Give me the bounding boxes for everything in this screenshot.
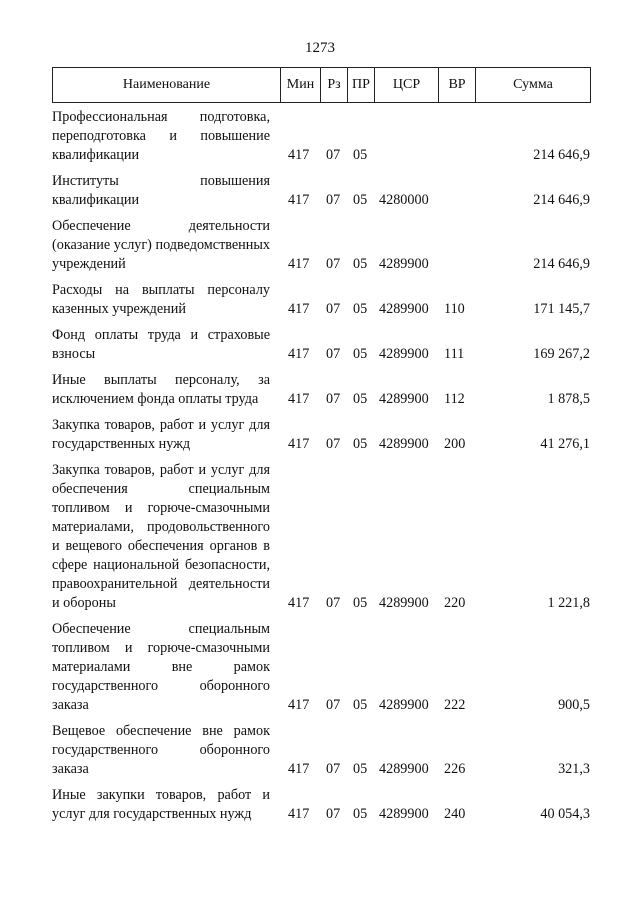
row-sum: 169 267,2 [533, 346, 590, 362]
row-name: Обеспечение деятельности (оказание услуг) подведомственных учреждений [52, 218, 270, 272]
row-pr: 05 [353, 697, 368, 713]
row-rz: 07 [326, 256, 341, 272]
table-row [52, 217, 590, 274]
row-rz: 07 [326, 147, 341, 163]
row-vr: 112 [444, 391, 465, 407]
row-csr: 4289900 [379, 391, 429, 407]
table-row [52, 620, 590, 715]
row-name: Фонд оплаты труда и страховые взносы [52, 327, 270, 362]
row-pr: 05 [353, 391, 368, 407]
row-min: 417 [288, 697, 310, 713]
row-pr: 05 [353, 301, 368, 317]
row-min: 417 [288, 761, 310, 777]
row-sum: 1 221,8 [547, 595, 590, 611]
row-name: Иные выплаты персоналу, за исключением фонда оплаты труда [52, 372, 270, 407]
row-sum: 40 054,3 [540, 806, 590, 822]
row-vr: 200 [444, 436, 466, 452]
row-name: Расходы на выплаты персоналу казенных учреждений [52, 282, 270, 317]
row-rz: 07 [326, 436, 341, 452]
row-csr: 4289900 [379, 301, 429, 317]
row-name: Закупка товаров, работ и услуг для государственных нужд [52, 417, 270, 452]
row-csr: 4289900 [379, 761, 429, 777]
page-number: 1273 [305, 40, 335, 56]
row-vr: 220 [444, 595, 466, 611]
row-rz: 07 [326, 595, 341, 611]
row-min: 417 [288, 147, 310, 163]
column-header-pr: ПР [348, 68, 375, 103]
row-name: Закупка товаров, работ и услуг для обеспечения специальным топливом и горюче-смазочными материалами, продовольственного и вещевого обеспечения органов в сфере национальной безопасности, правоохранительной деятельности и обороны [52, 462, 270, 611]
table-row [52, 326, 590, 364]
row-min: 417 [288, 301, 310, 317]
row-vr: 226 [444, 761, 466, 777]
column-header-vr: ВР [439, 68, 476, 103]
row-csr: 4289900 [379, 256, 429, 272]
row-sum: 214 646,9 [533, 256, 590, 272]
row-csr: 4289900 [379, 806, 429, 822]
row-csr: 4289900 [379, 595, 429, 611]
column-header-sum: Сумма [476, 68, 591, 103]
row-name: Вещевое обеспечение вне рамок государственного оборонного заказа [52, 723, 270, 777]
row-csr: 4280000 [379, 192, 429, 208]
row-rz: 07 [326, 346, 341, 362]
row-rz: 07 [326, 391, 341, 407]
column-header-csr: ЦСР [375, 68, 439, 103]
row-pr: 05 [353, 192, 368, 208]
row-csr: 4289900 [379, 697, 429, 713]
row-vr: 240 [444, 806, 466, 822]
row-sum: 1 878,5 [547, 391, 590, 407]
row-rz: 07 [326, 761, 341, 777]
row-pr: 05 [353, 436, 368, 452]
row-name: Иные закупки товаров, работ и услуг для государственных нужд [52, 787, 270, 822]
table-row [52, 722, 590, 779]
row-csr: 4289900 [379, 346, 429, 362]
row-rz: 07 [326, 697, 341, 713]
row-vr: 111 [444, 346, 465, 362]
row-name: Профессиональная подготовка, переподготовка и повышение квалификации [52, 109, 270, 163]
row-csr: 4289900 [379, 436, 429, 452]
column-header-min: Мин [281, 68, 321, 103]
row-sum: 214 646,9 [533, 147, 590, 163]
table-header [52, 67, 591, 103]
table-row [52, 371, 590, 409]
table-row [52, 461, 590, 613]
row-pr: 05 [353, 761, 368, 777]
row-vr: 222 [444, 697, 466, 713]
row-min: 417 [288, 192, 310, 208]
row-sum: 214 646,9 [533, 192, 590, 208]
row-pr: 05 [353, 147, 368, 163]
table-row [52, 786, 590, 824]
row-min: 417 [288, 436, 310, 452]
table-row [52, 416, 590, 454]
row-sum: 321,3 [558, 761, 590, 777]
row-min: 417 [288, 256, 310, 272]
row-sum: 171 145,7 [533, 301, 590, 317]
column-header-rz: Рз [321, 68, 348, 103]
column-header-name: Наименование [53, 68, 281, 103]
table-row [52, 108, 590, 165]
row-vr: 110 [444, 301, 465, 317]
row-pr: 05 [353, 806, 368, 822]
row-pr: 05 [353, 595, 368, 611]
row-sum: 41 276,1 [540, 436, 590, 452]
table-row [52, 172, 590, 210]
row-name: Обеспечение специальным топливом и горюче-смазочными материалами вне рамок государственного оборонного заказа [52, 621, 270, 713]
row-sum: 900,5 [558, 697, 590, 713]
row-name: Институты повышения квалификации [52, 173, 270, 208]
row-min: 417 [288, 346, 310, 362]
row-rz: 07 [326, 301, 341, 317]
row-pr: 05 [353, 346, 368, 362]
budget-rows [52, 108, 590, 824]
row-pr: 05 [353, 256, 368, 272]
row-rz: 07 [326, 806, 341, 822]
row-min: 417 [288, 595, 310, 611]
row-min: 417 [288, 391, 310, 407]
table-row [52, 281, 590, 319]
row-rz: 07 [326, 192, 341, 208]
row-min: 417 [288, 806, 310, 822]
